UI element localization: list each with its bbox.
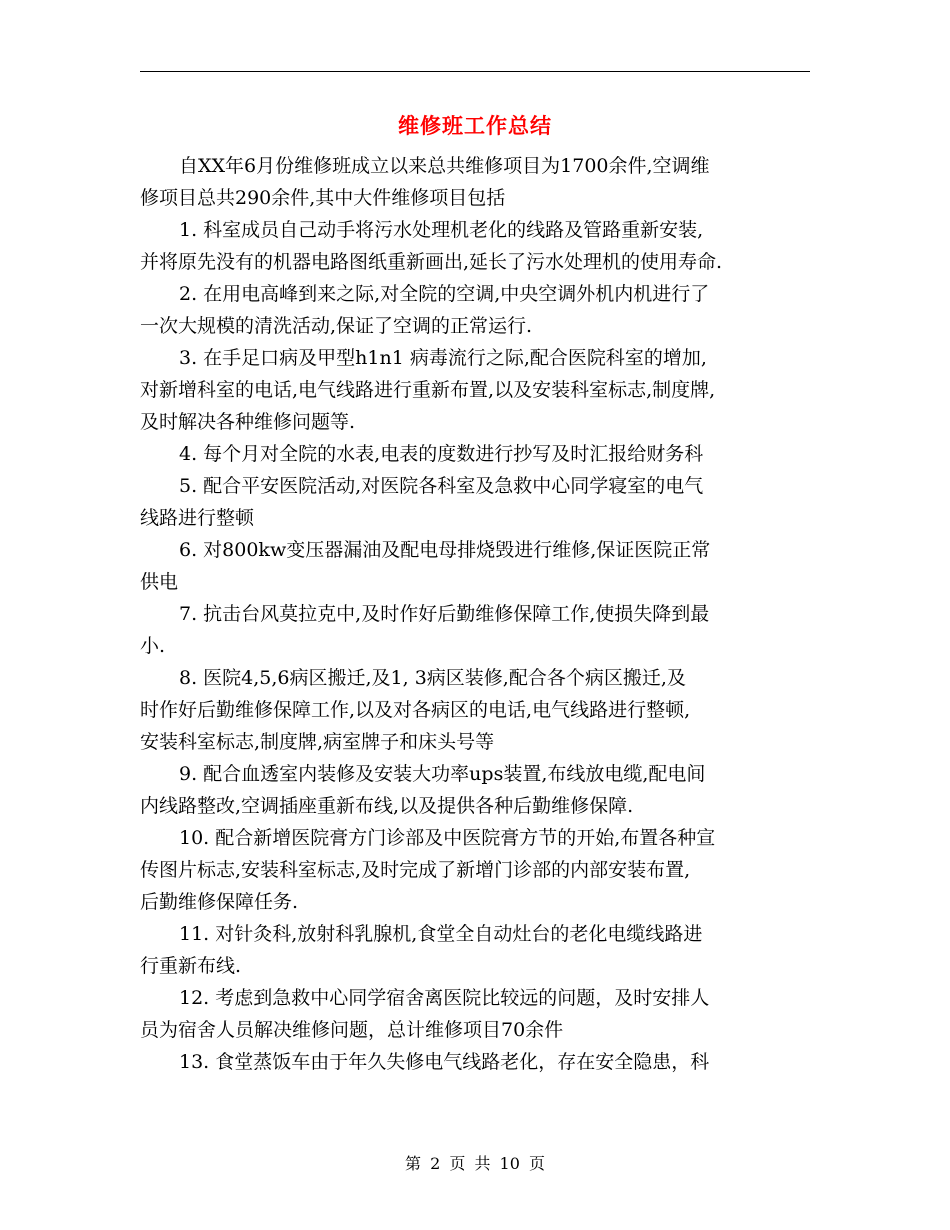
paragraph-item-12: [140, 982, 812, 1046]
paragraph-item-10: [140, 822, 812, 918]
text-line: 对新增科室的电话,电气线路进行重新布置,以及安装科室标志,制度牌,: [140, 379, 716, 401]
text-line: 8. 医院4,5,6病区搬迁,及1, 3病区装修,配合各个病区搬迁,及: [179, 667, 686, 689]
text-line: 一次大规模的清洗活动,保证了空调的正常运行.: [140, 315, 533, 337]
paragraph-intro: [140, 150, 812, 214]
text-line: 及时解决各种维修问题等.: [140, 411, 356, 433]
text-line: 13. 食堂蒸饭车由于年久失修电气线路老化，存在安全隐患，科: [179, 1051, 710, 1073]
text-line: 1. 科室成员自己动手将污水处理机老化的线路及管路重新安装,: [179, 219, 704, 241]
text-line: 5. 配合平安医院活动,对医院各科室及急救中心同学寝室的电气: [179, 475, 704, 497]
paragraph-item-8: [140, 662, 812, 758]
text-line: 时作好后勤维修保障工作,以及对各病区的电话,电气线路进行整顿,: [140, 699, 691, 721]
paragraph-item-6: [140, 534, 812, 598]
text-line: 供电: [140, 571, 179, 593]
document-title: 维修班工作总结: [398, 113, 552, 138]
text-line: 修项目总共290余件,其中大件维修项目包括: [140, 187, 506, 209]
text-line: 6. 对800kw变压器漏油及配电母排烧毁进行维修,保证医院正常: [179, 539, 711, 561]
text-line: 安装科室标志,制度牌,病室牌子和床头号等: [140, 731, 495, 753]
text-line: 12. 考虑到急救中心同学宿舍离医院比较远的问题，及时安排人: [179, 987, 710, 1009]
paragraph-item-2: [140, 278, 812, 342]
text-line: 小.: [140, 635, 166, 657]
paragraph-item-11: [140, 918, 812, 982]
paragraph-item-13: [140, 1046, 812, 1078]
text-line: 员为宿舍人员解决维修问题，总计维修项目70余件: [140, 1019, 564, 1041]
text-line: 4. 每个月对全院的水表,电表的度数进行抄写及时汇报给财务科: [179, 443, 704, 465]
paragraph-item-5: [140, 470, 812, 534]
text-line: 3. 在手足口病及甲型h1n1 病毒流行之际,配合医院科室的增加,: [179, 347, 707, 369]
text-line: 2. 在用电高峰到来之际,对全院的空调,中央空调外机内机进行了: [179, 283, 710, 305]
paragraph-item-9: [140, 758, 812, 822]
text-line: 传图片标志,安装科室标志,及时完成了新增门诊部的内部安装布置,: [140, 859, 691, 881]
text-line: 内线路整改,空调插座重新布线,以及提供各种后勤维修保障.: [140, 795, 634, 817]
text-line: 后勤维修保障任务.: [140, 891, 299, 913]
text-line: 11. 对针灸科,放射科乳腺机,食堂全自动灶台的老化电缆线路进: [179, 923, 703, 945]
text-line: 7. 抗击台风莫拉克中,及时作好后勤维修保障工作,使损失降到最: [179, 603, 710, 625]
paragraph-item-4: [140, 438, 812, 470]
paragraph-item-3: [140, 342, 812, 438]
header-rule: [140, 71, 810, 72]
text-line: 10. 配合新增医院膏方门诊部及中医院膏方节的开始,布置各种宣: [179, 827, 716, 849]
text-line: 并将原先没有的机器电路图纸重新画出,延长了污水处理机的使用寿命.: [140, 251, 723, 273]
text-line: 行重新布线.: [140, 955, 242, 977]
page-number-footer: 第 2 页 共 10 页: [405, 1154, 545, 1173]
paragraph-item-1: [140, 214, 812, 278]
paragraph-item-7: [140, 598, 812, 662]
document-body: [140, 150, 812, 1078]
text-line: 9. 配合血透室内装修及安装大功率ups装置,布线放电缆,配电间: [179, 763, 706, 785]
text-line: 线路进行整顿: [140, 507, 255, 529]
text-line: 自XX年6月份维修班成立以来总共维修项目为1700余件,空调维: [179, 155, 710, 177]
